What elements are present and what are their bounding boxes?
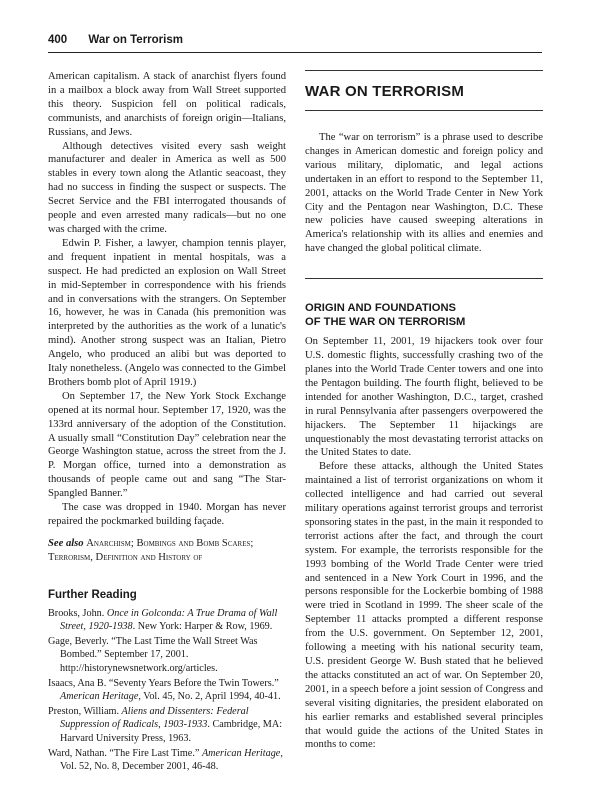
- see-also-links[interactable]: Anarchism; Bombings and Bomb Scares; Terrorism, Definition and History of: [48, 537, 254, 563]
- right-paragraph-2: Before these attacks, although the United States maintained a list of terrorist organizations on whom it collected intelligence and had carried out several military operations against terrorist groups and terrorist sponsoring states in the past, in the main it responded to terrorist actions after the fact, and through the court system. For example, the terrorists responsible for the 1993 bombing of the World Trade Center were tried and sentenced in a New York Court in 1996, and the persons responsible for the Lockerbie bombing of 1988 were tried in Scotland in 1999. The sheer scale of the September 11 attacks prompted a different response from the U.S. government. On September 12, 2001, following a meeting with his national security team, U.S. president George W. Bush stated that he believed the attacks constituted an act of war. On September 20, 2001, in a speech before a joint session of Congress and several visiting dignitaries, the president elaborated on his earlier remarks and established several principles that would guide the actions of the United States in months to come:: [305, 461, 543, 751]
- see-also: [48, 537, 286, 565]
- see-also-label: See also: [48, 537, 84, 549]
- reference-item: Ward, Nathan. “The Fire Last Time.” American Heritage, Vol. 52, No. 8, December 2001, 46-48.: [48, 747, 283, 772]
- left-paragraph-3: Edwin P. Fisher, a lawyer, champion tennis player, and frequent inpatient in mental hospitals, was a suspect. He had predicted an explosion on Wall Street in mid-September in correspondence with his friends and in conversations with the strangers. On September 16, however, he was in Canada (his premonition was interpreted by the authorities as the work of a lunatic's mind). Another strong suspect was an Italian, Pietro Angelo, who produced an alibi but was deported to Italy nonetheless. (Angelo was connected to the Gimbel Brothers bomb plot of April 1919.): [48, 237, 286, 388]
- intro-paragraph: The “war on terrorism” is a phrase used to describe changes in American domestic and foreign policy and various military, diplomatic, and legal actions undertaken in an effort to respond to the September 11, 2001, attacks on the World Trade Center in New York City and the Pentagon near Washington, D.C. These new policies have caused sweeping alterations in America's relationship with its allies and enemies and have changed the global political climate.: [305, 132, 543, 255]
- section-heading-line-1: ORIGIN AND FOUNDATIONS: [305, 302, 457, 315]
- section-heading: [305, 301, 543, 329]
- left-paragraph-4: On September 17, the New York Stock Exchange opened at its normal hour. September 17, 1920, was the 133rd anniversary of the adoption of the Constitution. A usually small “Constitution Day” celebration near the George Washington statue, across the street from the J. P. Morgan office, turned into a demonstration as thousands of people came out and sang “The Star-Spangled Banner.”: [48, 390, 286, 500]
- reference-list: [48, 607, 286, 773]
- running-header: [48, 30, 542, 53]
- section-rule: [305, 278, 543, 279]
- left-column: [48, 70, 286, 775]
- reference-item: Isaacs, Ana B. “Seventy Years Before the Twin Towers.” American Heritage, Vol. 45, No. 2, April 1994, 40-41.: [48, 677, 281, 702]
- reference-item: Preston, William. Aliens and Dissenters: Federal Suppression of Radicals, 1903-1933. Cambridge, MA: Harvard University Press, 1963.: [48, 706, 283, 744]
- title-rule-bottom: [305, 110, 543, 111]
- section-heading-line-2: OF THE WAR ON TERRORISM: [305, 316, 466, 329]
- further-reading-heading: Further Reading: [48, 588, 137, 601]
- left-paragraph-1: American capitalism. A stack of anarchist flyers found in a mailbox a block away from Wall Street supported this theory. Suspicion fell on political radicals, communists, and anarchists of foreign origin—Italians, Russians, and Jews.: [48, 71, 286, 138]
- running-title: War on Terrorism: [88, 34, 183, 46]
- page-number: 400: [48, 34, 68, 46]
- reference-item: Gage, Beverly. “The Last Time the Wall Street Was Bombed.” September 17, 2001. http://historynewsnetwork.org/articles.: [48, 636, 258, 674]
- reference-item: Brooks, John. Once in Golconda: A True Drama of Wall Street, 1920-1938. New York: Harper & Row, 1969.: [48, 607, 278, 632]
- left-paragraph-2: Although detectives visited every sash weight manufacturer and dealer in America as well as 500 stables in every town along the Atlantic seacoast, they had no success in finding the suspect or suspects. The Secret Service and the FBI interrogated thousands of people and even arrested many radicals—but no one was charged with the crime.: [48, 140, 286, 235]
- article-title: WAR ON TERRORISM: [305, 83, 465, 100]
- right-paragraph-1: On September 11, 2001, 19 hijackers took over four U.S. domestic flights, successfully crashing two of the planes into the World Trade Center towers and one into the Pentagon building. The fourth flight, believed to be intended for another Washington, D.C., target, crashed in rural Pennsylvania after passengers overpowered the hijackers. The September 11 hijackings are unquestionably the most devastating terrorist attacks on the United States to date.: [305, 336, 543, 459]
- left-paragraph-5: The case was dropped in 1940. Morgan has never repaired the pockmarked building façade.: [48, 502, 286, 527]
- article-intro: [305, 131, 543, 256]
- title-rule-top: [305, 70, 543, 71]
- right-column: [305, 70, 543, 752]
